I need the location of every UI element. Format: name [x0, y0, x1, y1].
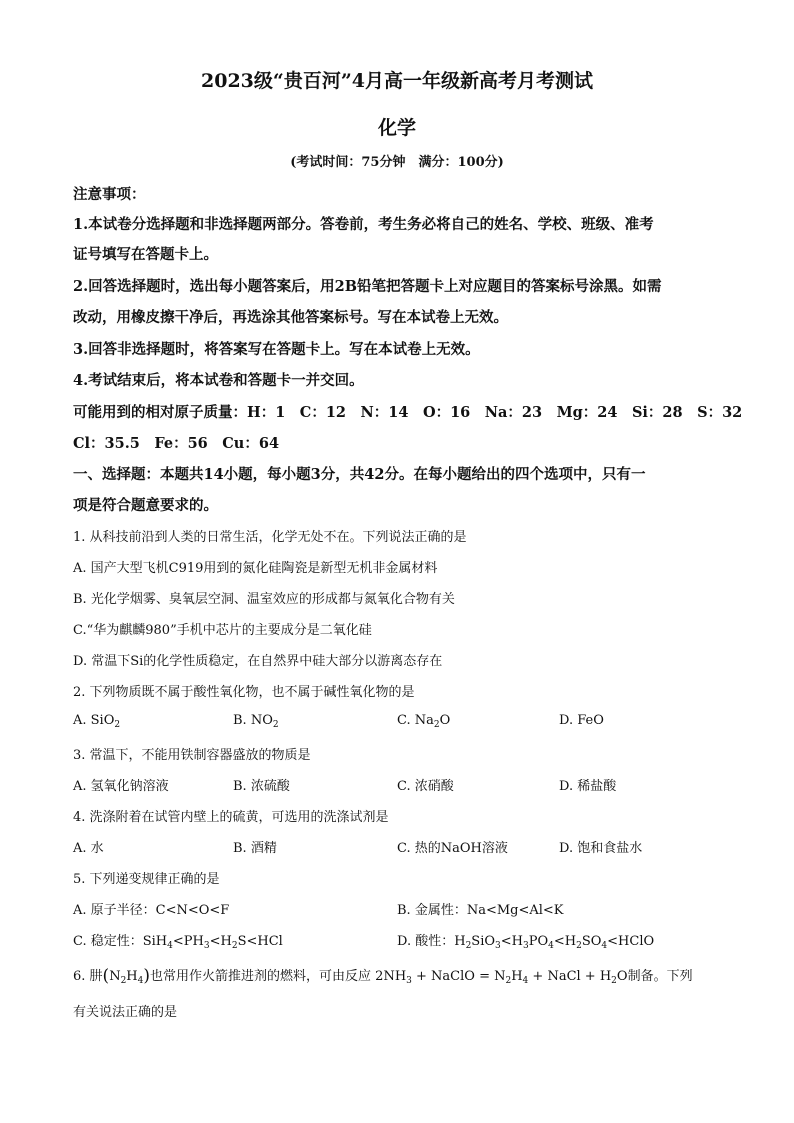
q3-option-c: C. 浓硝酸	[397, 779, 454, 794]
q1-option-c: C.“华为麒麟980”手机中芯片的主要成分是二氧化硅	[73, 623, 372, 638]
q1-option-d: D. 常温下Si的化学性质稳定，在自然界中硅大部分以游离态存在	[73, 654, 443, 669]
q5-option-d	[397, 930, 654, 949]
q6-formula-t1: N	[109, 969, 121, 984]
q5c-t1: C. 稳定性：SiH	[73, 934, 168, 949]
q1-option-a: A. 国产大型飞机C919用到的氮化硅陶瓷是新型无机非金属材料	[73, 561, 438, 576]
note-2-line-2: 改动，用橡皮擦干净后，再选涂其他答案标号。写在本试卷上无效。	[73, 309, 508, 326]
q6-eq-s2: 2	[505, 976, 512, 986]
q6-eq-t2: + NaClO = N	[411, 969, 506, 984]
q6-eq-s1: 3	[406, 976, 412, 986]
q1-stem: 1. 从科技前沿到人类的日常生活，化学无处不在。下列说法正确的是	[73, 530, 467, 545]
q2-option-b	[233, 713, 279, 728]
q5d-s4: 4	[548, 941, 554, 951]
q5d-t5: <H	[553, 934, 577, 949]
q6-stem-b: 也常用作火箭推进剂的燃料，可由反应	[150, 969, 372, 984]
q1-option-b: B. 光化学烟雾、臭氧层空洞、温室效应的形成都与氮氧化合物有关	[73, 592, 455, 607]
q6-eq-s4: 2	[611, 976, 617, 986]
note-2-line-1: 2.回答选择题时，选出每小题答案后，用2B铅笔把答题卡上对应题目的答案标号涂黑。如需	[73, 278, 662, 295]
q2-option-c-sub: 2	[433, 720, 440, 730]
q5d-t6: SO	[581, 934, 602, 949]
q6-formula-s2: 4	[137, 976, 144, 986]
q6-eq-s3: 4	[522, 976, 529, 986]
q2-option-c-text-2: O	[439, 713, 451, 728]
q6-formula-s1: 2	[120, 976, 127, 986]
q5-option-a: A. 原子半径：C<N<O<F	[73, 903, 230, 918]
q5d-s5: 2	[576, 941, 582, 951]
section-1-line-2: 项是符合题意要求的。	[73, 497, 218, 514]
q5d-t3: <H	[500, 934, 523, 949]
q4-option-c: C. 热的NaOH溶液	[397, 841, 508, 856]
q2-option-c-text: C. Na	[397, 713, 434, 728]
q6-eq-t3: H	[511, 969, 523, 984]
q6-eq-t5: O	[616, 969, 628, 984]
q2-option-a-text: A. SiO	[73, 713, 115, 728]
q6-paren-open: (	[102, 966, 110, 986]
q2-option-d: D. FeO	[559, 713, 604, 728]
q5d-t7: <HClO	[607, 934, 655, 949]
q5d-s2: 3	[495, 941, 501, 951]
q5c-s3: 2	[231, 941, 238, 951]
q5c-t2: <PH	[172, 934, 204, 949]
q5d-t2: SiO	[471, 934, 496, 949]
q4-stem: 4. 洗涤附着在试管内壁上的硫黄，可选用的洗涤试剂是	[73, 810, 389, 825]
q5d-t1: D. 酸性：H	[397, 934, 466, 949]
q6-stem-a: 6. 肼	[73, 969, 103, 984]
q5c-s2: 3	[203, 941, 210, 951]
q6-eq-t1: 2NH	[375, 969, 407, 984]
notes-heading: 注意事项：	[73, 186, 146, 203]
q6-eq-t4: + NaCl + H	[528, 969, 612, 984]
q5-stem: 5. 下列递变规律正确的是	[73, 872, 220, 887]
q2-stem: 2. 下列物质既不属于酸性氧化物，也不属于碱性氧化物的是	[73, 685, 415, 700]
q6-stem-line-1	[73, 965, 693, 986]
q4-option-a: A. 水	[73, 841, 104, 856]
q6-stem-line-2: 有关说法正确的是	[73, 1005, 178, 1020]
atomic-mass-line-2: Cl：35.5 Fe：56 Cu：64	[73, 435, 280, 452]
subject-title: 化学	[377, 117, 416, 139]
q3-option-b: B. 浓硫酸	[233, 779, 290, 794]
q2-option-c	[397, 713, 450, 728]
q2-option-b-text: B. NO	[233, 713, 273, 728]
atomic-mass-line-1: 可能用到的相对原子质量：H：1 C：12 N：14 O：16 Na：23 Mg：24 Si：28 S：32	[73, 404, 743, 421]
q5c-t3: <H	[209, 934, 232, 949]
q5-option-c	[73, 930, 283, 949]
q3-option-d: D. 稀盐酸	[559, 779, 617, 794]
section-1-line-1: 一、选择题：本题共14小题，每小题3分，共42分。在每小题给出的四个选项中，只有一	[73, 466, 646, 483]
q5d-s3: 3	[523, 941, 529, 951]
q5d-t4: PO	[528, 934, 549, 949]
q5d-s1: 2	[465, 941, 472, 951]
q6-equation	[375, 969, 627, 984]
q6-paren-close: )	[143, 966, 151, 986]
q3-stem: 3. 常温下，不能用铁制容器盛放的物质是	[73, 748, 311, 763]
q5-option-b: B. 金属性：Na<Mg<Al<K	[397, 903, 564, 918]
q2-option-a	[73, 713, 120, 728]
q5c-t4: S<HCl	[237, 934, 283, 949]
q5d-s6: 4	[601, 941, 608, 951]
exam-title: 2023级“贵百河”4月高一年级新高考月考测试	[201, 70, 593, 92]
note-1-line-1: 1.本试卷分选择题和非选择题两部分。答卷前，考生务必将自己的姓名、学校、班级、准考	[73, 216, 654, 233]
q6-stem-c: 制备。下列	[627, 969, 693, 984]
note-1-line-2: 证号填写在答题卡上。	[73, 246, 218, 263]
q2-option-a-sub: 2	[114, 720, 121, 730]
q6-formula-t2: H	[126, 969, 138, 984]
exam-info: (考试时间：75分钟 满分：100分)	[290, 155, 504, 170]
q5c-s1: 4	[167, 941, 173, 951]
q4-option-b: B. 酒精	[233, 841, 277, 856]
q4-option-d: D. 饱和食盐水	[559, 841, 643, 856]
note-4: 4.考试结束后，将本试卷和答题卡一并交回。	[73, 372, 364, 389]
note-3: 3.回答非选择题时，将答案写在答题卡上。写在本试卷上无效。	[73, 341, 480, 358]
q3-option-a: A. 氢氧化钠溶液	[73, 779, 169, 794]
q2-option-b-sub: 2	[272, 720, 279, 730]
